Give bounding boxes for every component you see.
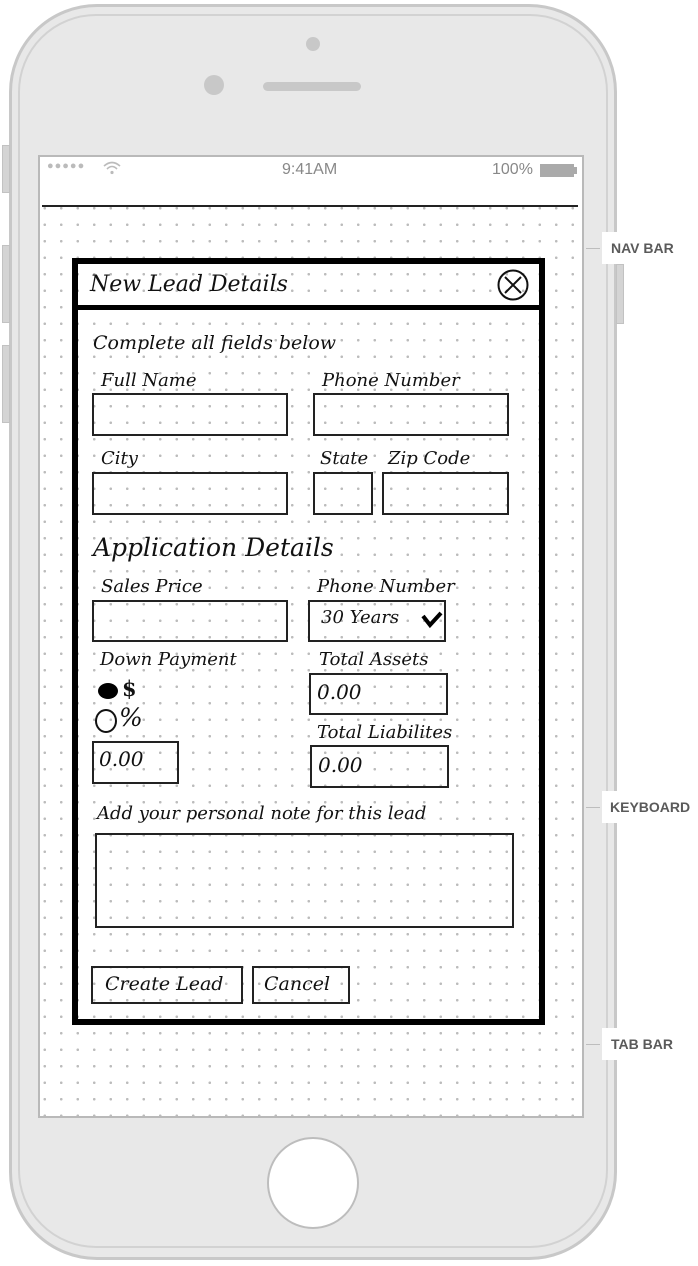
dollar-radio-selected[interactable]: [98, 683, 118, 699]
wifi-icon: [103, 161, 121, 175]
personal-note-textarea[interactable]: [95, 833, 514, 928]
front-camera: [306, 37, 320, 51]
nav-bar-callout-line: [586, 248, 600, 249]
power-button: [616, 264, 624, 324]
keyboard-callout-line: [586, 807, 600, 808]
status-time: 9:41AM: [282, 161, 338, 178]
modal-header-divider: [78, 305, 539, 310]
nav-bar-divider: [42, 205, 578, 207]
proximity-sensor: [204, 75, 224, 95]
signal-strength-icon: ●●●●●: [47, 160, 86, 172]
dollar-option-label: $: [122, 676, 137, 701]
volume-down-button: [2, 345, 10, 423]
tab-bar-annotation: TAB BAR: [602, 1028, 686, 1060]
total-assets-value: 0.00: [317, 680, 362, 704]
note-label: Add your personal note for this lead: [97, 803, 427, 824]
volume-up-button: [2, 245, 10, 323]
zip-code-input[interactable]: [382, 472, 509, 515]
battery-percentage: 100%: [492, 161, 533, 178]
battery-tip: [574, 167, 577, 174]
total-liabilities-value: 0.00: [318, 753, 363, 777]
earpiece-speaker: [263, 82, 361, 91]
city-label: City: [101, 448, 138, 469]
percent-radio[interactable]: [95, 709, 117, 733]
down-payment-value: 0.00: [99, 747, 144, 771]
form-instructions: Complete all fields below: [93, 332, 337, 354]
create-lead-button[interactable]: Create Lead: [91, 966, 243, 1004]
full-name-label: Full Name: [101, 370, 197, 391]
state-input[interactable]: [313, 472, 373, 515]
chevron-down-icon: [421, 611, 443, 629]
close-icon[interactable]: [496, 268, 530, 302]
sales-price-input[interactable]: [92, 600, 288, 642]
state-label: State: [320, 448, 369, 469]
city-input[interactable]: [92, 472, 288, 515]
keyboard-annotation: KEYBOARD: [602, 791, 698, 823]
mute-switch: [2, 145, 10, 193]
modal-title: New Lead Details: [90, 272, 288, 297]
phone-number-input[interactable]: [313, 393, 509, 436]
home-button[interactable]: [267, 1137, 359, 1229]
percent-option-label: %: [119, 703, 143, 732]
zip-code-label: Zip Code: [388, 448, 471, 469]
battery-icon: [540, 164, 574, 177]
total-liabilities-label: Total Liabilites: [317, 722, 453, 743]
tab-bar-callout-line: [586, 1044, 600, 1045]
nav-bar-annotation: NAV BAR: [602, 232, 686, 264]
total-assets-label: Total Assets: [319, 649, 429, 670]
full-name-input[interactable]: [92, 393, 288, 436]
phone-number-label: Phone Number: [322, 370, 460, 391]
down-payment-label: Down Payment: [100, 649, 237, 670]
sales-price-label: Sales Price: [101, 576, 203, 597]
cancel-button[interactable]: Cancel: [252, 966, 350, 1004]
term-label: Phone Number: [317, 576, 455, 597]
application-details-heading: Application Details: [93, 533, 334, 562]
loan-term-value: 30 Years: [321, 607, 400, 628]
